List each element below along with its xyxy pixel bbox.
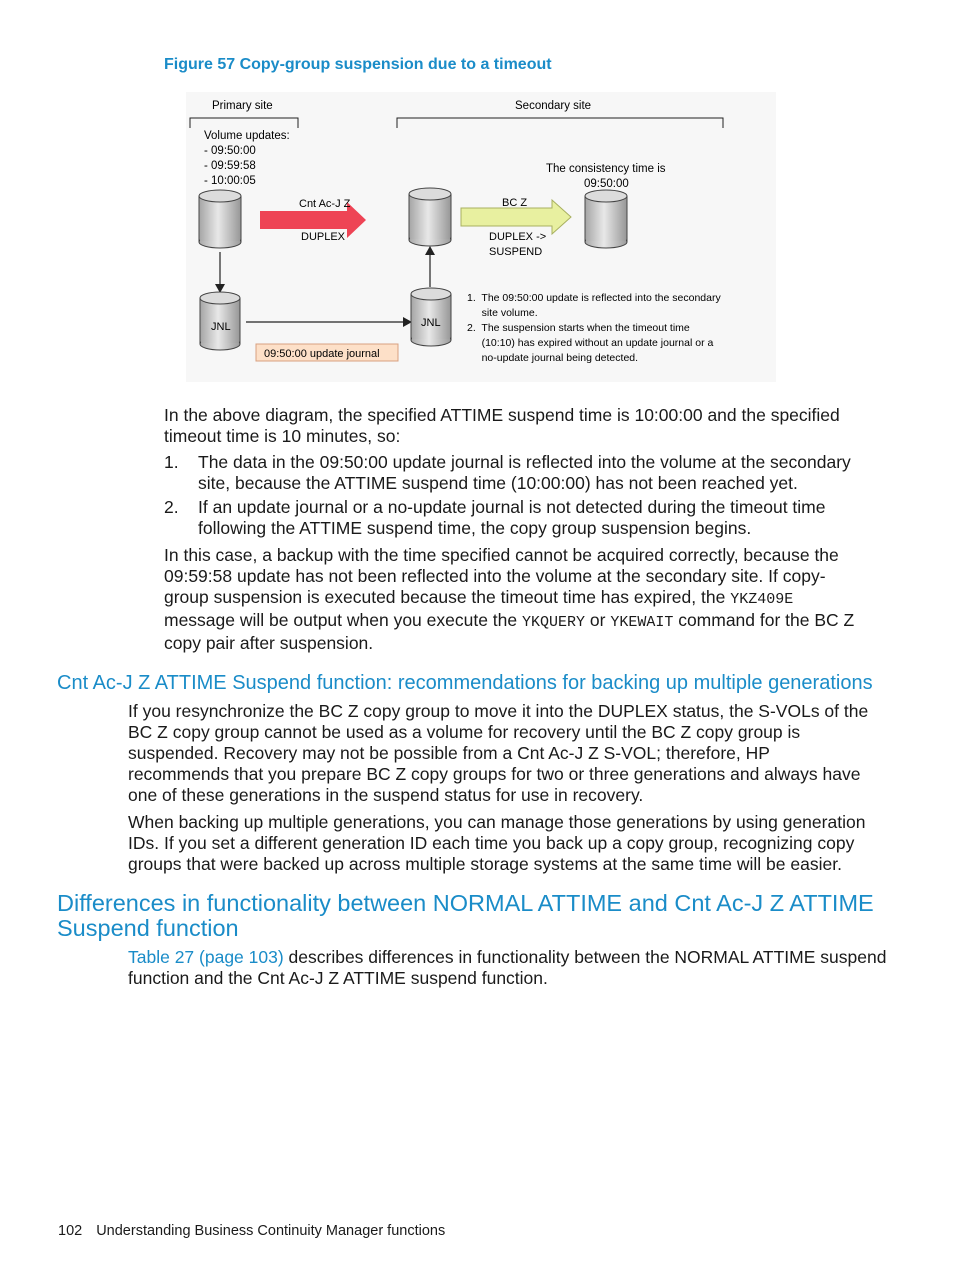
volume-update-2: - 09:59:58	[204, 160, 256, 172]
intro-paragraph: In the above diagram, the specified ATTIME suspend time is 10:00:00 and the specified timeout time is 10 minutes, so:	[164, 405, 840, 446]
list-text: If an update journal or a no-update journal is not detected during the timeout time following the ATTIME suspend time, the copy group suspension begins.	[198, 497, 826, 538]
text-run: command for the BC Z copy pair after suspension.	[164, 610, 855, 653]
command-code: YKEWAIT	[610, 614, 674, 631]
list-item	[164, 497, 874, 539]
primary-site-label: Primary site	[212, 100, 273, 112]
bcz-state-1: DUPLEX ->	[489, 231, 547, 243]
section-heading-recommendations: Cnt Ac-J Z ATTIME Suspend function: recommendations for backing up multiple generations	[57, 672, 873, 694]
figure-caption: Figure 57 Copy-group suspension due to a timeout	[164, 56, 552, 73]
secondary-site-label: Secondary site	[515, 100, 592, 112]
bcz-label: BC Z	[502, 197, 528, 209]
update-journal-label: 09:50:00 update journal	[264, 348, 380, 360]
consistency-text-1: The consistency time is	[546, 163, 666, 175]
differences-paragraph	[128, 947, 888, 989]
backup-paragraph	[164, 545, 869, 654]
volume-update-1: - 09:50:00	[204, 145, 256, 157]
list-number: 2.	[164, 497, 179, 517]
volume-updates-title: Volume updates:	[204, 130, 290, 142]
section-heading-differences: Differences in functionality between NORMAL ATTIME and Cnt Ac-J Z ATTIME Suspend function	[57, 890, 874, 941]
table-link[interactable]: Table 27 (page 103)	[128, 947, 284, 967]
note-line-3: 2. The suspension starts when the timeout time	[467, 322, 690, 334]
numbered-list	[164, 452, 874, 542]
resync-paragraph: If you resynchronize the BC Z copy group to move it into the DUPLEX status, the S-VOLs of the BC Z copy group cannot be used as a volume for recovery until the BC Z copy group is suspended. Recovery may not be possible from a Cnt Ac-J Z S-VOL; therefore, HP recommends that you prepare BC Z copy groups for two or three generations and always have one of these generations in the suspend status for use in recovery.	[128, 701, 869, 805]
cnt-acj-state: DUPLEX	[301, 231, 346, 243]
text-run: message will be output when you execute the	[164, 610, 522, 630]
secondary-volume-cylinder	[409, 188, 451, 246]
generations-paragraph: When backing up multiple generations, you can manage those generations by using generation IDs. If you set a different generation ID each time you back up a copy group, recognizing copy groups that were backed up across multiple storage systems at the same time will be easier.	[128, 812, 866, 874]
note-line-1: 1. The 09:50:00 update is reflected into the secondary	[467, 292, 721, 304]
note-line-2: site volume.	[467, 307, 538, 319]
note-line-5: no-update journal being detected.	[467, 352, 639, 364]
backup-volume-cylinder	[585, 190, 627, 248]
primary-jnl-label: JNL	[211, 321, 231, 333]
text-run: or	[585, 610, 611, 630]
list-number: 1.	[164, 452, 179, 472]
secondary-jnl-label: JNL	[421, 317, 441, 329]
page-footer	[58, 1223, 445, 1239]
copy-group-diagram	[186, 92, 776, 382]
message-code: YKZ409E	[730, 591, 794, 608]
footer-title: Understanding Business Continuity Manager functions	[96, 1223, 446, 1239]
bcz-state-2: SUSPEND	[489, 246, 543, 258]
consistency-text-2: 09:50:00	[584, 178, 629, 190]
primary-volume-cylinder	[199, 190, 241, 248]
list-item	[164, 452, 874, 494]
volume-update-3: - 10:00:05	[204, 175, 256, 187]
list-text: The data in the 09:50:00 update journal is reflected into the volume at the secondary site, because the ATTIME suspend time (10:00:00) has not been reached yet.	[198, 452, 851, 493]
cnt-acj-label: Cnt Ac-J Z	[299, 198, 351, 210]
page-number: 102	[58, 1223, 83, 1239]
note-line-4: (10:10) has expired without an update journal or a	[467, 337, 714, 349]
text-run: In this case, a backup with the time specified cannot be acquired correctly, because the 09:59:58 update has not been reflected into the volume at the secondary site. If copy-group suspension is executed because the timeout time has expired, the	[164, 545, 839, 607]
command-code: YKQUERY	[522, 614, 586, 631]
text-run: describes differences in functionality between the NORMAL ATTIME suspend function and the Cnt Ac-J Z ATTIME suspend function.	[128, 947, 887, 988]
